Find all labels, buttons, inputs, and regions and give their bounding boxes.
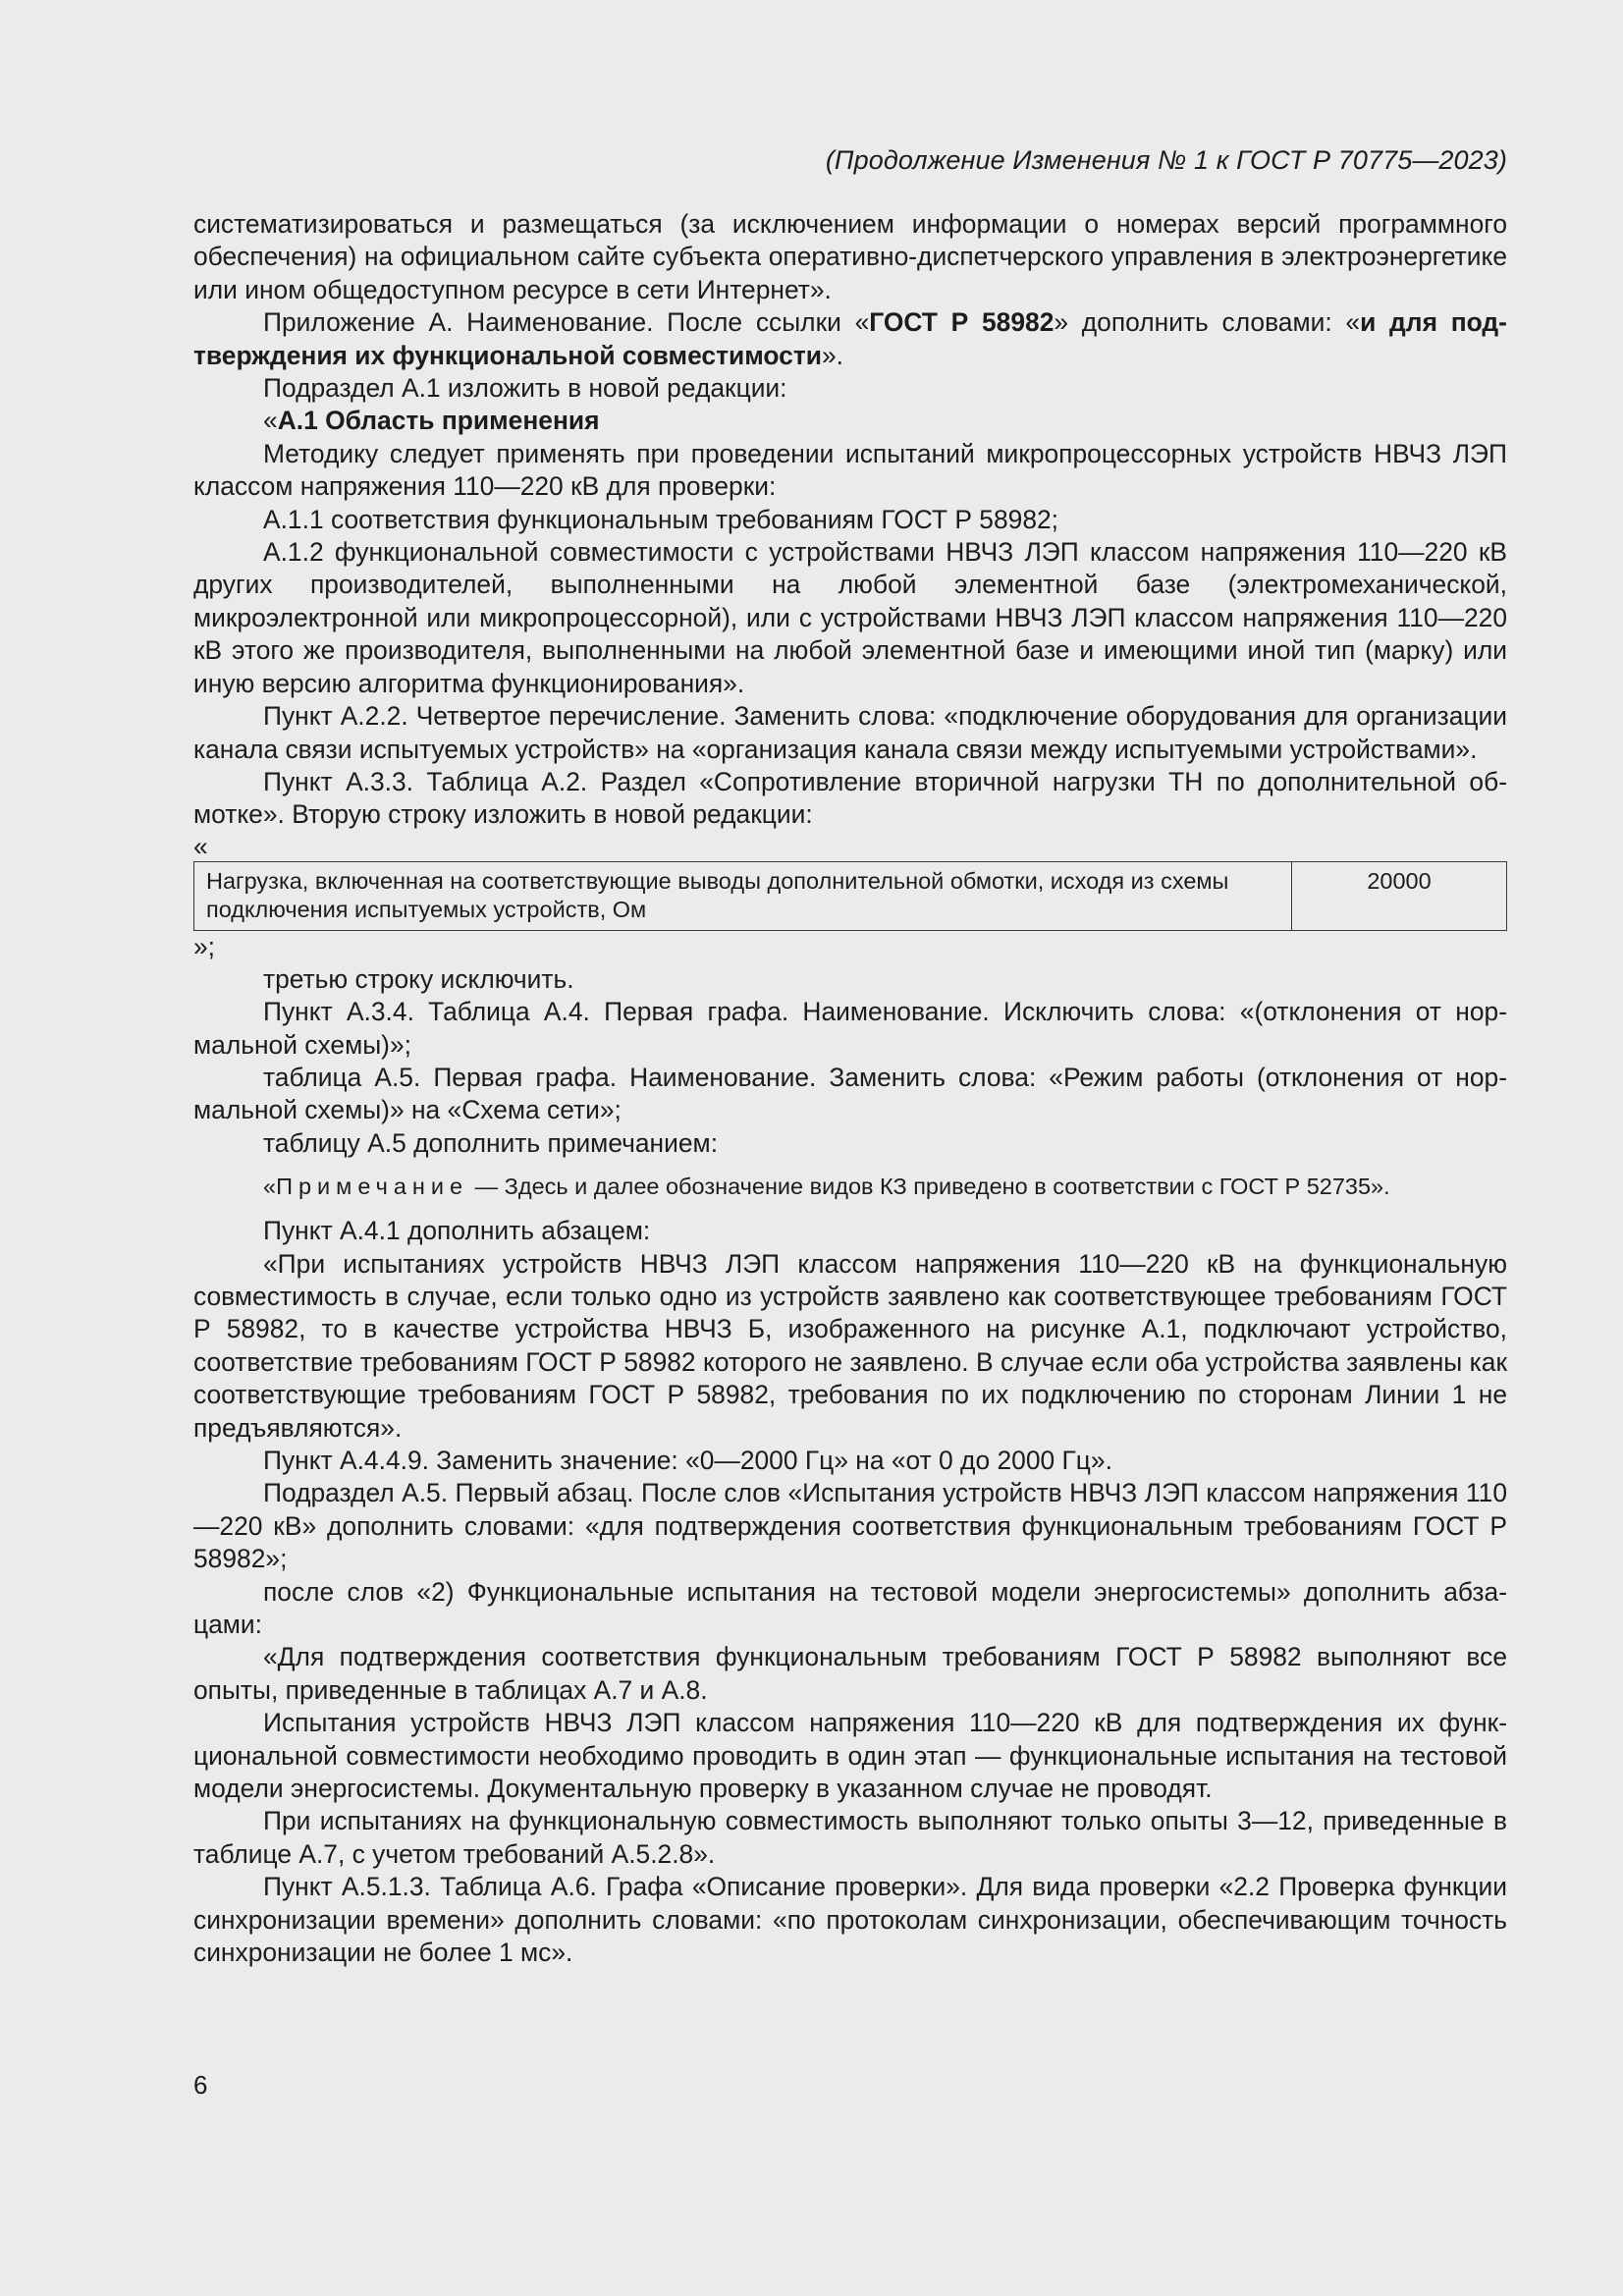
p2-bold-addition: и для подтверждения их функциональной совместимости — [193, 307, 1507, 370]
paragraph-19: «Для подтверждения соответствия функциональным требованиям ГОСТ Р 58982 выполняют все опыты, приведенные в таблицах А.7 и А.8. — [193, 1642, 1507, 1705]
note-label: Примечание — [276, 1174, 469, 1200]
note-quote: « — [263, 1174, 277, 1200]
paragraph-20: Испытания устройств НВЧЗ ЛЭП классом напряжения 110—220 кВ для подтверждения их функциональной совместимости необходимо проводить в один этап — функциональные испытания на тестовой модели энергосистемы. Документальную проверку в указанном случае не проводят. — [193, 1708, 1507, 1804]
paragraph-14: Пункт А.4.1 дополнить абзацем: — [263, 1216, 651, 1246]
paragraph-6: А.1.1 соответствия функциональным требованиям ГОСТ Р 58982; — [263, 504, 1059, 534]
table-cell-label: Нагрузка, включенная на соответствующие выводы дополнительной обмотки, исходя из схемы подключения испытуемых устройств, Ом — [194, 861, 1292, 930]
page-number: 6 — [193, 2070, 208, 2100]
paragraph-11: Пункт А.3.4. Таблица А.4. Первая графа. Наименование. Исключить слова: «(отклонения от нормальной схемы)»; — [193, 997, 1507, 1060]
paragraph-7: А.1.2 функциональной совместимости с устройствами НВЧЗ ЛЭП классом напряжения 110—220 кВ других производителей, выполненными на любой элементной базе (электромеханической, микроэлектронной или микропроцессорной), или с устройствами НВЧЗ ЛЭП классом напряжения 110—220 кВ этого же производителя, выполненными на любой элементной базе и имеющими иной тип (марку) или иную версию алгоритма функционирования». — [193, 537, 1507, 698]
paragraph-15: «При испытаниях устройств НВЧЗ ЛЭП классом напряжения 110—220 кВ на функциональную совместимость в случае, если только одно из устройств заявлено как соответствующее требованиям ГОСТ Р 58982, то в качестве устройства НВЧЗ Б, изображенного на рисунке А.1, подключают устройство, соответствие требованиям ГОСТ Р 58982 которого не заявлено. В случае если оба устройства заявлены как соответствующие требованиям ГОСТ Р 58982, требования по их подключению по сторонам Линии 1 не предъявляются». — [193, 1248, 1507, 1443]
note-text: — Здесь и далее обозначение видов КЗ приведено в соответствии с ГОСТ Р 52735». — [468, 1174, 1390, 1200]
heading-quote: « — [263, 406, 278, 436]
heading-text: А.1 Область применения — [277, 406, 600, 436]
note-paragraph — [193, 1172, 1507, 1201]
paragraph-1: систематизироваться и размещаться (за исключением информации о номерах версий программного обеспечения) на официальном сайте субъекта оперативно-диспетчерского управления в электроэнергетике или ином общедоступном ресурсе в сети Интернет». — [193, 209, 1507, 304]
table-quote-close: »; — [193, 931, 216, 961]
p2-bold-ref: ГОСТ Р 58982 — [869, 307, 1055, 338]
paragraph-3: Подраздел А.1 изложить в новой редакции: — [263, 373, 787, 404]
paragraph-13: таблицу А.5 дополнить примечанием: — [263, 1127, 719, 1158]
p2-text-3: ». — [822, 340, 844, 370]
paragraph-12: таблица А.5. Первая графа. Наименование. Заменить слова: «Режим работы (отклонения от нормальной схемы)» на «Схема сети»; — [193, 1062, 1507, 1125]
p2-text-2: » дополнить словами: « — [1054, 307, 1361, 338]
p2-text: Приложение А. Наименование. После ссылки « — [263, 307, 870, 338]
running-header: (Продолжение Изменения № 1 к ГОСТ Р 70775—2023) — [825, 145, 1507, 175]
paragraph-16: Пункт А.4.4.9. Заменить значение: «0—2000 Гц» на «от 0 до 2000 Гц». — [263, 1446, 1112, 1475]
table-quote-open: « — [193, 831, 208, 861]
paragraph-22: Пункт А.5.1.3. Таблица А.6. Графа «Описание проверки». Для вида проверки «2.2 Проверка функции синхронизации времени» дополнить словами: «по протоколам синхронизации, обеспечивающим точность синхронизации не более 1 мс». — [193, 1872, 1507, 1968]
paragraph-2 — [193, 306, 1507, 372]
paragraph-17: Подраздел А.5. Первый абзац. После слов «Испытания устройств НВЧЗ ЛЭП классом напряжения 110—220 кВ» дополнить словами: «для подтверждения соответствия функциональным требованиям ГОСТ Р 58982»; — [193, 1478, 1507, 1574]
table-row — [194, 861, 1507, 930]
section-heading — [193, 405, 1507, 437]
replacement-table — [193, 861, 1507, 931]
paragraph-8: Пункт А.2.2. Четвертое перечисление. Заменить слова: «подключение оборудования для организации канала связи испытуемых устройств» на «организация канала связи между испытуемыми устройствами». — [193, 701, 1507, 764]
body-text — [193, 208, 1507, 1970]
paragraph-5: Методику следует применять при проведении испытаний микропроцессорных устройств НВЧЗ ЛЭП классом напряжения 110—220 кВ для проверки: — [193, 438, 1507, 502]
table-cell-value: 20000 — [1292, 861, 1507, 930]
paragraph-21: При испытаниях на функциональную совместимость выполняют только опыты 3—12, приведенные в таблице А.7, с учетом требований А.5.2.8». — [193, 1806, 1507, 1869]
paragraph-9: Пункт А.3.3. Таблица А.2. Раздел «Сопротивление вторичной нагрузки ТН по дополнительной обмотке». Вторую строку изложить в новой редакции: — [193, 766, 1507, 830]
paragraph-10: третью строку исключить. — [263, 963, 574, 994]
paragraph-18: после слов «2) Функциональные испытания на тестовой модели энергосистемы» дополнить абзацами: — [193, 1576, 1507, 1640]
